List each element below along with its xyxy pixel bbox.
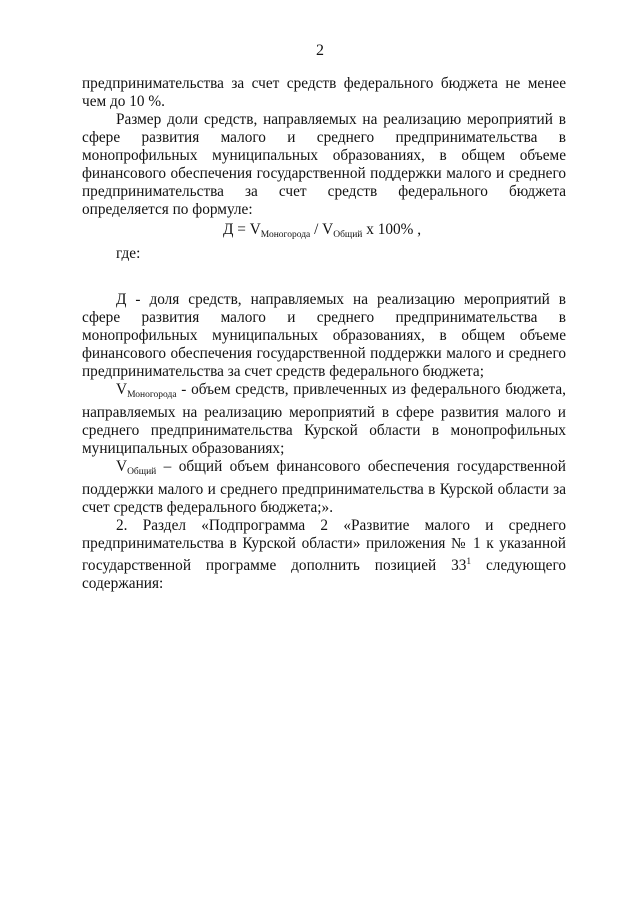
formula-divider: / V — [310, 221, 334, 238]
page-number: 2 — [316, 42, 324, 59]
symbol-v-total: V — [116, 458, 128, 475]
document-body — [82, 75, 566, 593]
paragraph-continuation: предпринимательства за счет средств федерального бюджета не менее чем до 10 %. — [82, 75, 566, 110]
definition-d: Д - доля средств, направляемых на реализацию мероприятий в сфере развития малого и среднего предпринимательства в монопрофильных муниципальных образованиях, в общем объеме финансового обеспечения государственной поддержки малого и среднего предпринимательства за счет средств федерального бюджета; — [82, 291, 566, 380]
item-2-tail: следующего содержания: — [82, 557, 566, 592]
definitions-block — [82, 291, 566, 593]
paragraph-share-definition: Размер доли средств, направляемых на реализацию мероприятий в сфере развития малого и среднего предпринимательства в монопрофильных муниципальных образованиях, в общем объеме финансового обеспечения государственной поддержки малого и среднего предпринимательства за счет средств федерального бюджета определяется по формуле: — [82, 111, 566, 218]
symbol-subscript-monogorod: Моногорода — [127, 390, 177, 400]
definition-v-total-text: – общий объем финансового обеспечения государственной поддержки малого и среднего предпринимательства в Курской области за счет средств федерального бюджета;». — [82, 458, 566, 516]
symbol-v: V — [116, 381, 128, 398]
item-2-superscript: 1 — [466, 557, 472, 567]
formula-lhs: Д = V — [223, 221, 261, 238]
item-2-text: 2. Раздел «Подпрограмма 2 «Развитие малого и среднего предпринимательства в Курской области» приложения № 1 к указанной государственной программе дополнить позицией 33 — [82, 517, 566, 574]
symbol-subscript-total: Общий — [127, 467, 157, 477]
definition-v-monogorod-text: - объем средств, привлеченных из федерального бюджета, направляемых на реализацию мероприятий в сфере развития малого и среднего предпринимательства Курской области в монопрофильных муниципальных образованиях; — [82, 381, 566, 457]
definition-v-total — [82, 458, 566, 517]
formula-rhs: х 100% , — [362, 221, 422, 238]
where-label: где: — [116, 245, 141, 262]
definition-v-monogorod — [82, 381, 566, 458]
formula-subscript-monogorod: Моногорода — [260, 230, 311, 240]
formula-subscript-total: Общий — [333, 230, 363, 240]
formula — [223, 221, 566, 244]
paragraph-item-2 — [82, 517, 566, 593]
